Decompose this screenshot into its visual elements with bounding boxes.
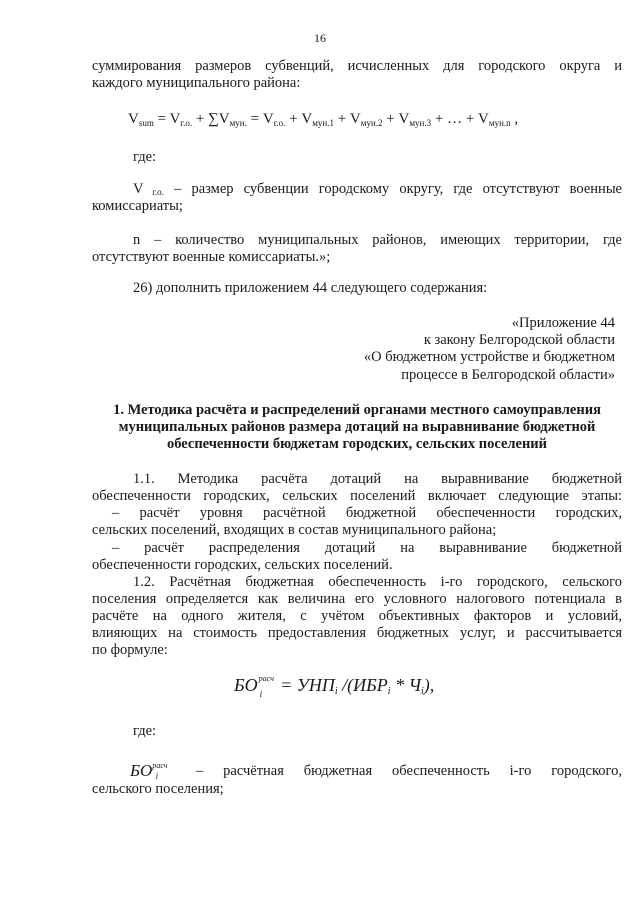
where-label: где: (133, 149, 157, 165)
paragraph-line: каждого муниципального района: (92, 75, 301, 91)
definition-line: – расчётная бюджетная обеспеченность i-го городского, (196, 763, 622, 779)
appendix-line: «Приложение 44 (511, 315, 615, 331)
formula-symbol-bo: $БО^{расч}i$ (130, 761, 168, 781)
paragraph-line: – расчёт распределения дотаций на выравнивание бюджетной (112, 540, 622, 556)
definition-line: n – количество муниципальных районов, имеющих территории, где (133, 232, 622, 248)
formula-v-sum: $V_{sum} = V_{г.о.} + \sum V_{мун.} = V_{г.о.} + V_{мун.1} + V_{мун.2} + V_{мун.3}$ + … + $V_{мун.n}$ , (128, 111, 519, 128)
paragraph-line: обеспеченности городских, сельских поселений включает следующие этапы: (92, 488, 622, 504)
paragraph-line: обеспеченности городских, сельских поселений. (92, 557, 393, 573)
paragraph-line: 1.2. Расчётная бюджетная обеспеченность i-го городского, сельского (133, 574, 622, 590)
paragraph-line: поселения определяется как величина его условного налогового потенциала в (92, 591, 622, 607)
definition-line: комиссариаты; (92, 198, 183, 214)
paragraph-line: – расчёт уровня расчётной бюджетной обеспеченности городских, (112, 505, 622, 521)
paragraph-line: по формуле: (92, 642, 168, 658)
definition-line: V г.о. – размер субвенции городскому округу, где отсутствуют военные (133, 181, 622, 197)
paragraph-line: расчёте на одного жителя, с учётом объективных факторов и условий, (92, 608, 622, 624)
appendix-line: процессе в Белгородской области» (401, 367, 615, 383)
page-number: 16 (314, 31, 326, 45)
formula-bo-rasch: БО расч i = УНПi /(ИБРi * Чi), (234, 673, 435, 699)
appendix-line: «О бюджетном устройстве и бюджетном (363, 349, 615, 365)
appendix-line: к закону Белгородской области (423, 332, 615, 348)
definition-line: отсутствуют военные комиссариаты.»; (92, 249, 331, 265)
section-heading: муниципальных районов размера дотаций на выравнивание бюджетной (118, 419, 596, 435)
amendment-item: 26) дополнить приложением 44 следующего содержания: (133, 280, 488, 296)
section-heading: обеспеченности бюджетам городских, сельских поселений (166, 436, 548, 452)
paragraph-line: 1.1. Методика расчёта дотаций на выравнивание бюджетной (133, 471, 622, 487)
definition-line: сельского поселения; (92, 781, 224, 797)
paragraph-line: суммирования размеров субвенций, исчисленных для городского округа и (92, 58, 622, 74)
paragraph-line: сельских поселений, входящих в состав муниципального района; (92, 522, 497, 538)
section-heading: 1. Методика расчёта и распределений органами местного самоуправления (113, 402, 601, 418)
paragraph-line: влияющих на стоимость предоставления бюджетных услуг, и рассчитывается (92, 625, 622, 641)
where-label: где: (133, 723, 157, 739)
